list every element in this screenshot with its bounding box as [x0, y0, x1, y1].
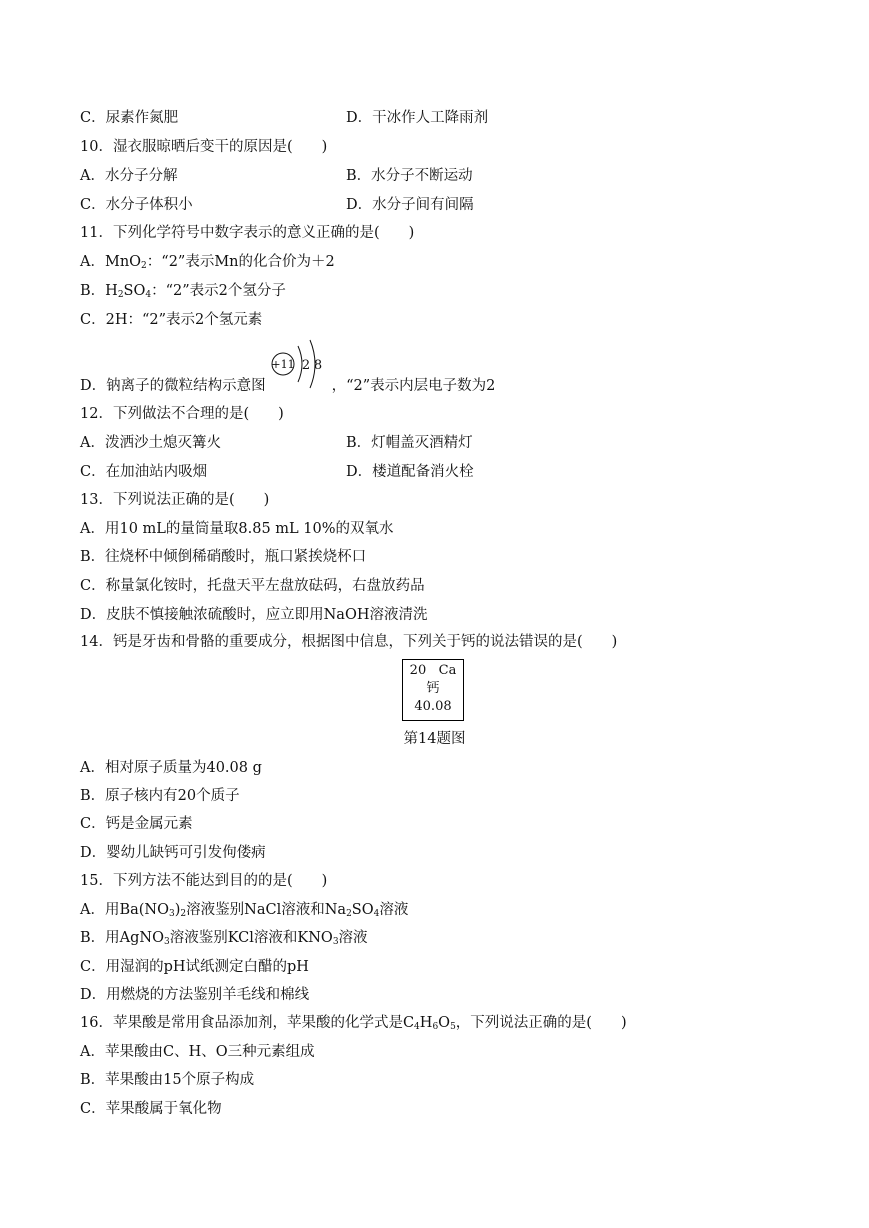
figure-caption: 第14题图 [403, 731, 466, 747]
q15-option-c: C．用湿润的pH试纸测定白醋的pH [80, 959, 309, 975]
q10-option-b: B．水分子不断运动 [346, 168, 473, 184]
q13-option-c: C．称量氯化铵时，托盘天平左盘放砝码，右盘放药品 [80, 578, 425, 594]
q12-stem: 12．下列做法不合理的是( ) [80, 406, 284, 422]
q15-option-b: B．用AgNO$_3$溶液鉴别KCl溶液和$KNO_3$溶液 [80, 930, 368, 947]
q14-stem: 14．钙是牙齿和骨骼的重要成分，根据图中信息，下列关于钙的说法错误的是( ) [80, 634, 618, 650]
q16-option-a: A．苹果酸由C、H、O三种元素组成 [80, 1044, 315, 1060]
q11-option-b: B．$H_2SO_4$：“2”表示2个氢分子 [80, 283, 286, 300]
q15-option-a: A．用$Ba(NO_3)_2$溶液鉴别NaCl溶液和$Na_2SO_4$溶液 [80, 902, 409, 919]
q14-option-c: C．钙是金属元素 [80, 816, 193, 832]
q9-option-c: C．尿素作氮肥 [80, 110, 179, 126]
q14-option-d: D．婴幼儿缺钙可引发佝偻病 [80, 845, 266, 861]
q13-option-a: A．用10 mL的量筒量取8.85 mL 10%的双氧水 [80, 521, 394, 537]
q11-option-c: C．2H：“2”表示2个氢元素 [80, 312, 263, 328]
element-name: 钙 [426, 681, 440, 696]
q14-option-b: B．原子核内有20个质子 [80, 788, 240, 804]
q10-option-c: C．水分子体积小 [80, 197, 193, 213]
element-number-symbol: 20 Ca [409, 663, 457, 678]
q10-option-d: D．水分子间有间隔 [346, 197, 474, 213]
q11-stem: 11．下列化学符号中数字表示的意义正确的是( ) [80, 225, 415, 241]
q14-option-a: A．相对原子质量为40.08 g [80, 760, 262, 776]
nucleus-charge: +11 [271, 358, 295, 371]
q15-option-d: D．用燃烧的方法鉴别羊毛线和棉线 [80, 987, 310, 1003]
q16-option-c: C．苹果酸属于氧化物 [80, 1101, 222, 1117]
q16-stem: 16．苹果酸是常用食品添加剂，苹果酸的化学式是$C_4H_6O_5$，下列说法正确的是( ) [80, 1015, 627, 1032]
q10-stem: 10．湿衣服晾晒后变干的原因是( ) [80, 139, 328, 155]
q13-option-d: D．皮肤不慎接触浓硫酸时，应立即用NaOH溶液清洗 [80, 607, 428, 623]
calcium-element-card [402, 659, 464, 721]
shell-2-electrons: 8 [313, 358, 323, 373]
q9-option-d: D．干冰作人工降雨剂 [346, 110, 489, 126]
q12-option-b: B．灯帽盖灭酒精灯 [346, 435, 473, 451]
q13-stem: 13．下列说法正确的是( ) [80, 492, 270, 508]
shell-1-electrons: 2 [301, 358, 311, 373]
q10-option-a: A．水分子分解 [80, 168, 178, 184]
element-mass: 40.08 [414, 699, 452, 714]
q12-option-c: C．在加油站内吸烟 [80, 464, 208, 480]
q12-option-d: D．楼道配备消火栓 [346, 464, 474, 480]
q11-option-a: A．MnO$_2$：“2”表示Mn的化合价为＋2 [80, 254, 335, 271]
q11-option-d: D．钠离子的微粒结构示意图 ，“2”表示内层电子数为2 [80, 378, 496, 394]
q16-option-b: B．苹果酸由15个原子构成 [80, 1072, 255, 1088]
q13-option-b: B．往烧杯中倾倒稀硝酸时，瓶口紧挨烧杯口 [80, 549, 367, 565]
q15-stem: 15．下列方法不能达到目的的是( ) [80, 873, 328, 889]
q12-option-a: A．泼洒沙土熄灭篝火 [80, 435, 221, 451]
